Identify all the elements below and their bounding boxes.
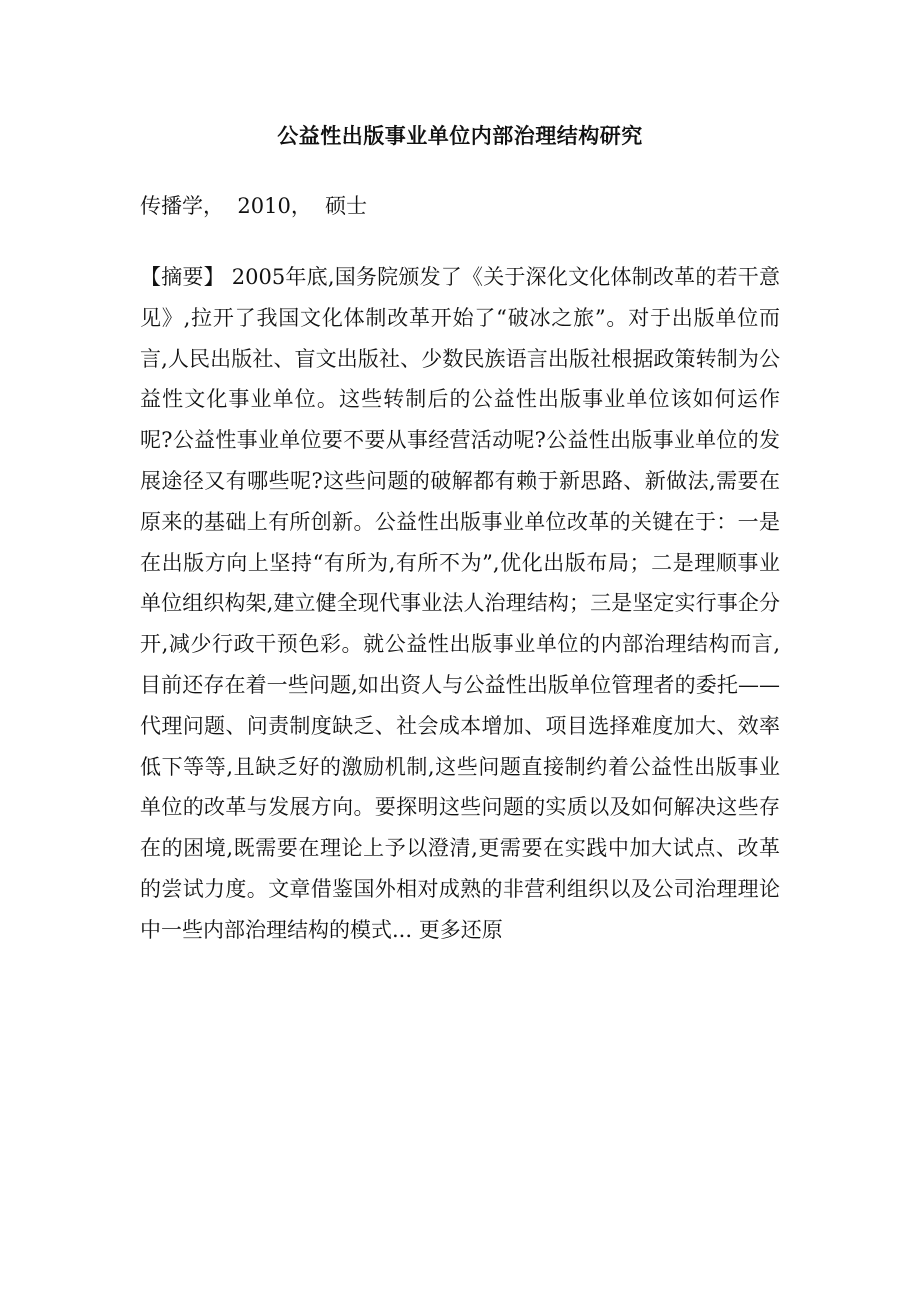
degree: 硕士 bbox=[325, 194, 368, 218]
document-title: 公益性出版事业单位内部治理结构研究 bbox=[277, 123, 643, 148]
more-restore-link[interactable]: 更多还原 bbox=[418, 917, 503, 942]
discipline: 传播学 bbox=[140, 194, 203, 218]
document-meta bbox=[140, 191, 367, 221]
year: 2010 bbox=[237, 194, 291, 218]
abstract-paragraph bbox=[140, 257, 780, 951]
abstract-label: 【摘要】 bbox=[140, 265, 225, 289]
meta-separator: ， bbox=[290, 194, 312, 218]
meta-separator: ， bbox=[203, 194, 224, 218]
abstract-text: 2005年底,国务院颁发了《关于深化文化体制改革的若干意见》,拉开了我国文化体制改革开始了“破冰之旅”。对于出版单位而言,人民出版社、盲文出版社、少数民族语言出版社根据政策转制为公益性文化事业单位。这些转制后的公益性出版事业单位该如何运作呢?公益性事业单位要不要从事经营活动呢?公益性出版事业单位的发展途径又有哪些呢?这些问题的破解都有赖于新思路、新做法,需要在原来的基础上有所创新。公益性出版事业单位改革的关键在于：一是在出版方向上坚持“有所为,有所不为”,优化出版布局；二是理顺事业单位组织构架,建立健全现代事业法人治理结构；三是坚定实行事企分开,减少行政干预色彩。就公益性出版事业单位的内部治理结构而言,目前还存在着一些问题,如出资人与公益性出版单位管理者的委托——代理问题、问责制度缺乏、社会成本增加、项目选择难度加大、效率低下等等,且缺乏好的激励机制,这些问题直接制约着公益性出版事业单位的改革与发展方向。要探明这些问题的实质以及如何解决这些存在的困境,既需要在理论上予以澄清,更需要在实践中加大试点、改革的尝试力度。文章借鉴国外相对成熟的非营利组织以及公司治理理论中一些内部治理结构的模式... bbox=[140, 265, 780, 942]
